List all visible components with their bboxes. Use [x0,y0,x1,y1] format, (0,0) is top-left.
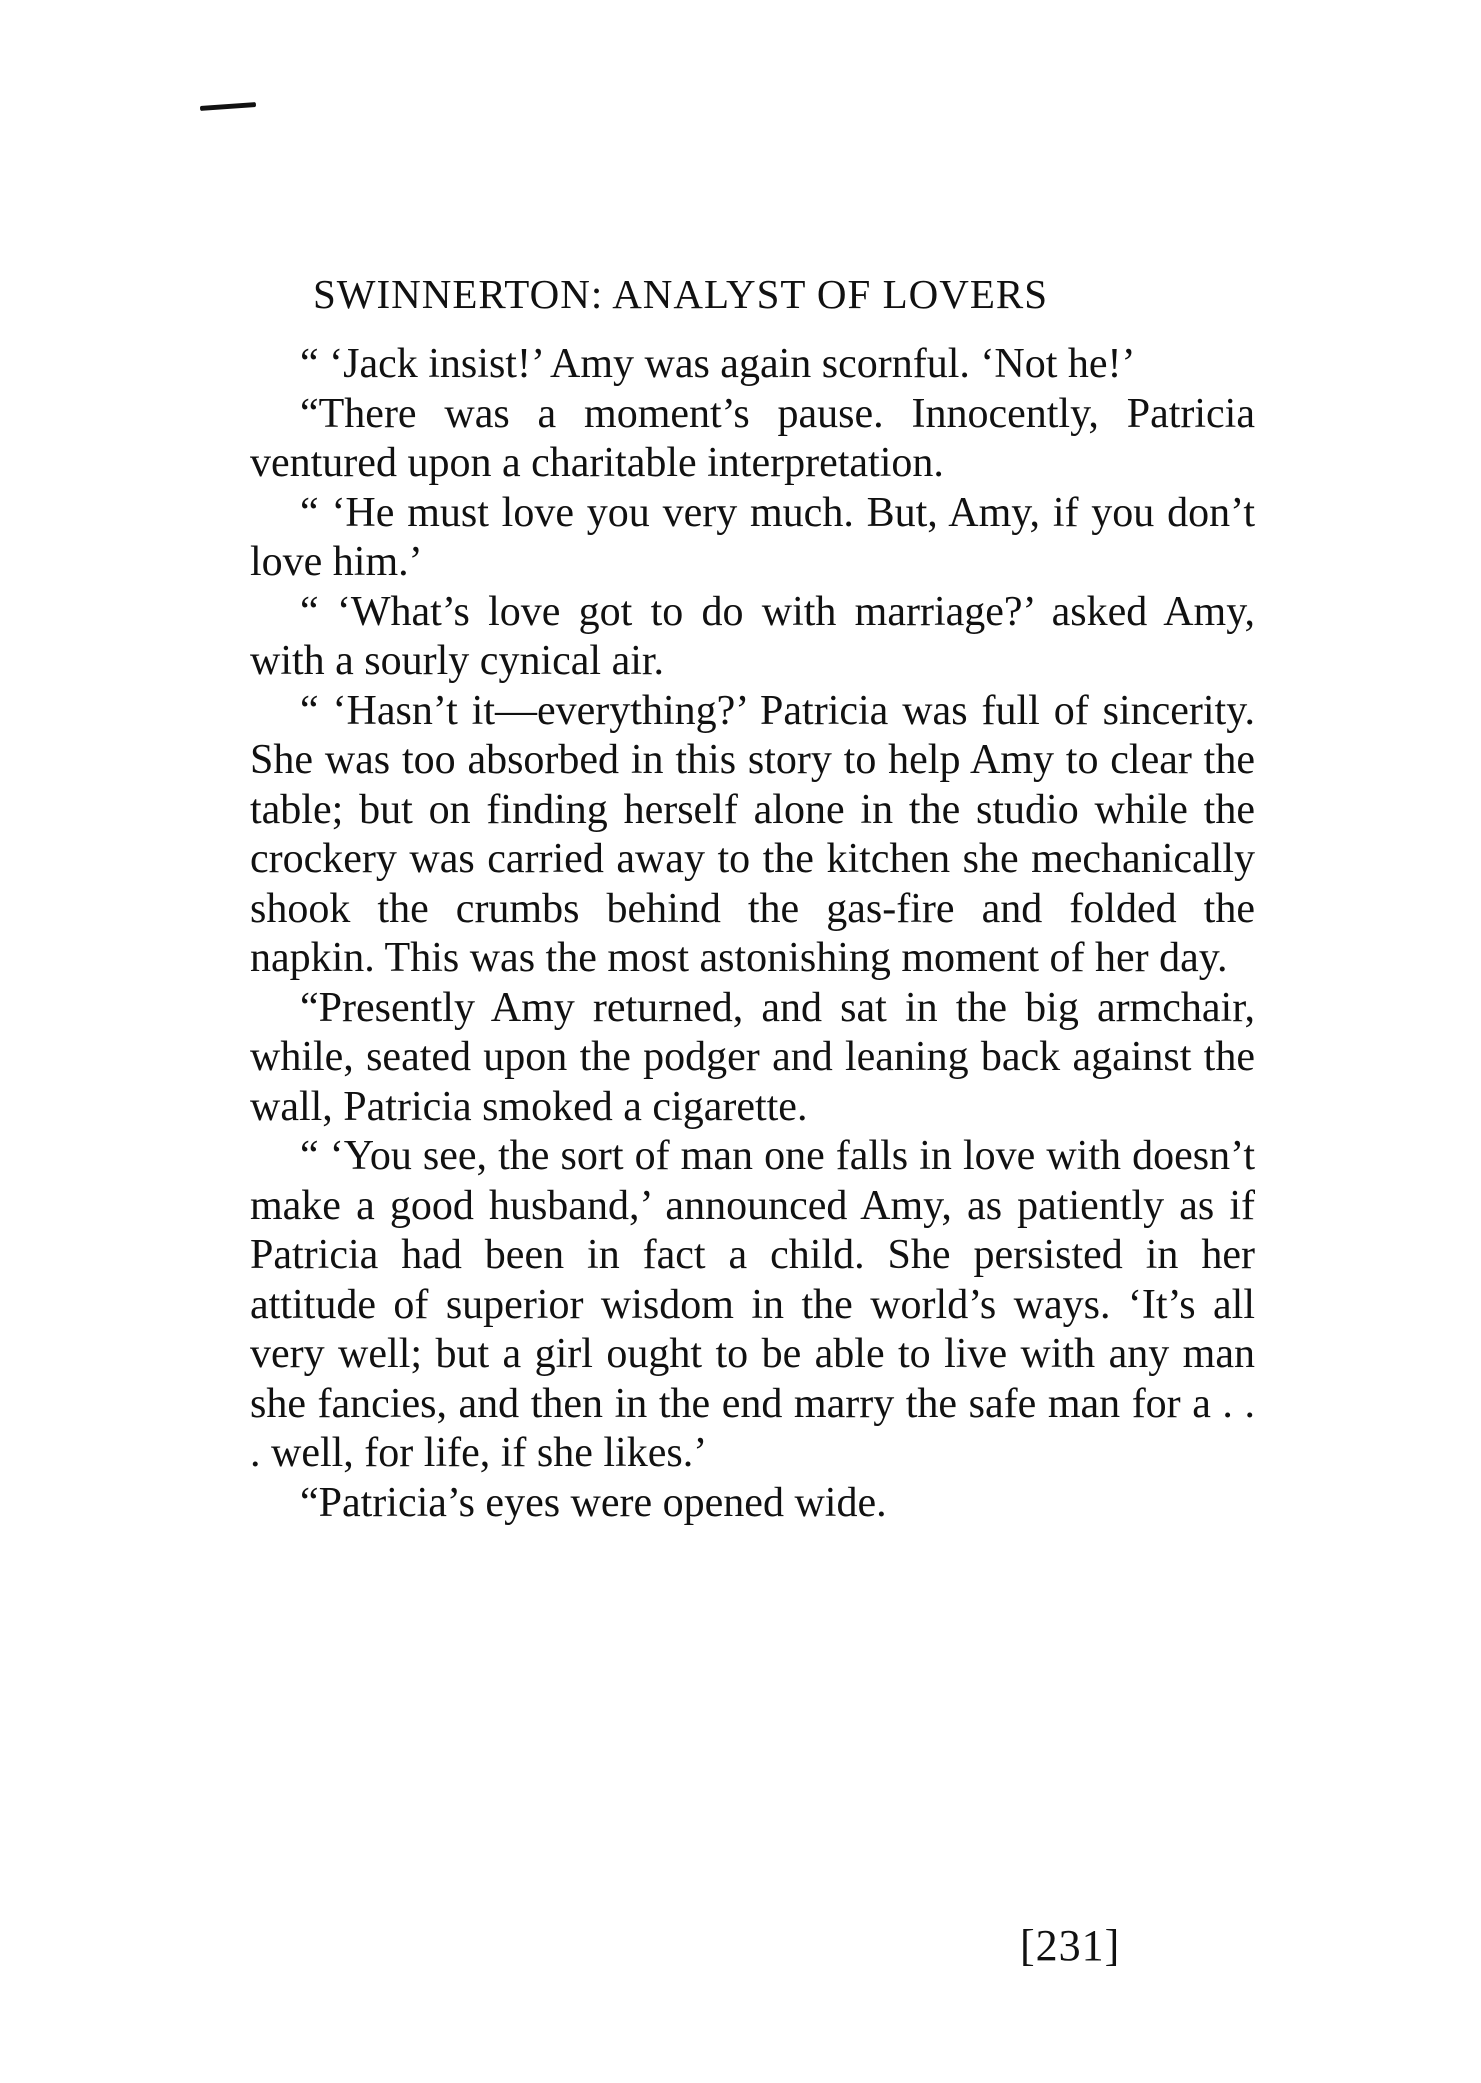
body-text [250,340,1255,1528]
paragraph: “ ‘What’s love got to do with marriage?’ asked Amy, with a sourly cynical air. [250,588,1255,684]
running-head: SWINNERTON: ANALYST OF LOVERS [313,271,1049,317]
paragraph: “ ‘Hasn’t it—everything?’ Patricia was full of sincerity. She was too absorbed in this story to help Amy to clear the table; but on finding herself alone in the studio while the crockery was carried away to the kitchen she mechanically shook the crumbs behind the gas-fire and folded the napkin. This was the most astonishing moment of her day. [250,687,1255,981]
page-number: [231] [1020,1921,1121,1970]
corner-mark [200,102,256,111]
paragraph: “There was a moment’s pause. Innocently, Patricia ventured upon a charitable interpretation. [250,390,1255,486]
paragraph: “Presently Amy returned, and sat in the big armchair, while, seated upon the podger and leaning back against the wall, Patricia smoked a cigarette. [250,984,1255,1130]
paragraph: “ ‘Jack insist!’ Amy was again scornful. ‘Not he!’ [300,341,1136,387]
paragraph: “ ‘He must love you very much. But, Amy, if you don’t love him.’ [250,489,1255,585]
paragraph: “Patricia’s eyes were opened wide. [300,1479,887,1526]
paragraph: “ ‘You see, the sort of man one falls in love with doesn’t make a good husband,’ announced Amy, as patiently as if Patricia had been in fact a child. She persisted in her attitude of superior wisdom in the world’s ways. ‘It’s all very well; but a girl ought to be able to live with any man she fancies, and then in the end marry the safe man for a . . . well, for life, if she likes.’ [250,1133,1255,1476]
